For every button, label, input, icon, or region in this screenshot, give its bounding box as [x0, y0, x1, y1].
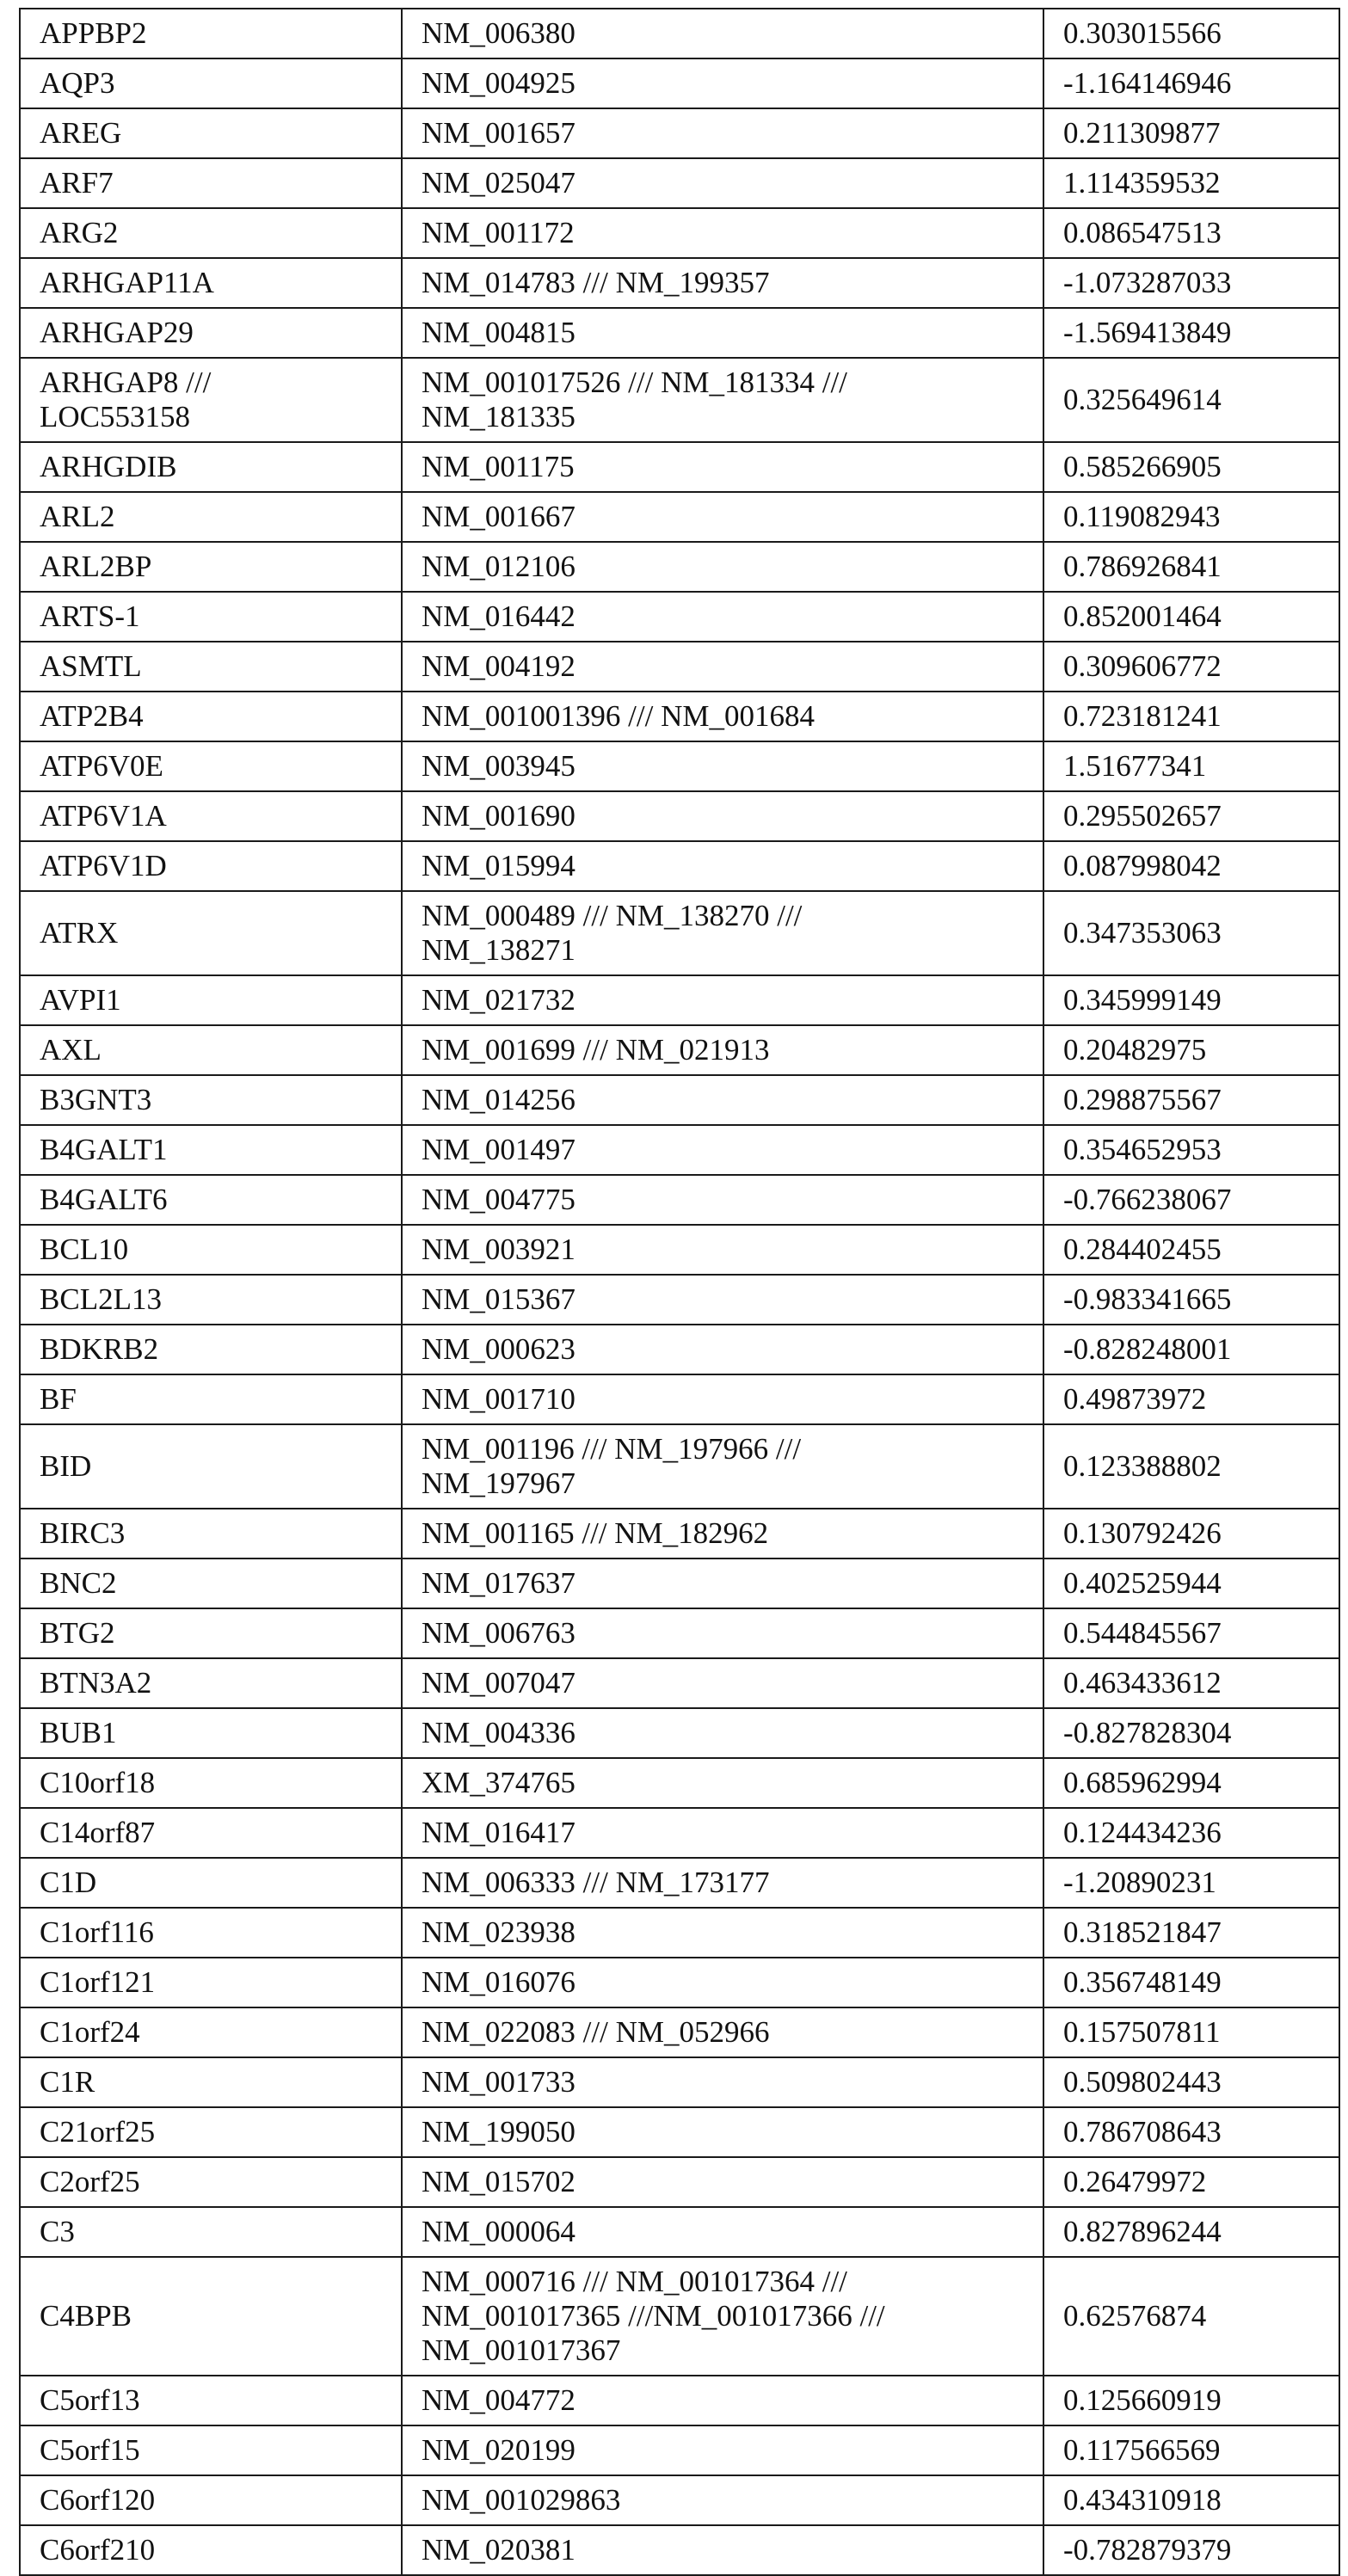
table-row [20, 442, 1339, 492]
value-cell: 0.434310918 [1043, 2475, 1339, 2525]
value-cell: 0.124434236 [1043, 1808, 1339, 1858]
gene-symbol-cell: ARHGAP29 [20, 308, 402, 358]
value-cell: 0.20482975 [1043, 1025, 1339, 1075]
value-cell: -0.827828304 [1043, 1708, 1339, 1758]
gene-symbol-cell: ASMTL [20, 642, 402, 692]
table-row [20, 1808, 1339, 1858]
table-row [20, 1958, 1339, 2007]
value-cell: -0.766238067 [1043, 1175, 1339, 1225]
gene-symbol-cell: C21orf25 [20, 2107, 402, 2157]
value-cell: -1.569413849 [1043, 308, 1339, 358]
accession-cell: NM_001690 [402, 791, 1043, 841]
value-cell: 0.509802443 [1043, 2057, 1339, 2107]
accession-cell: NM_001001396 /// NM_001684 [402, 692, 1043, 741]
accession-cell: XM_374765 [402, 1758, 1043, 1808]
value-cell: 0.087998042 [1043, 841, 1339, 891]
accession-cell: NM_014783 /// NM_199357 [402, 258, 1043, 308]
value-cell: 0.318521847 [1043, 1908, 1339, 1958]
table-row [20, 692, 1339, 741]
value-cell: -1.164146946 [1043, 58, 1339, 108]
accession-cell: NM_021732 [402, 975, 1043, 1025]
gene-symbol-cell: AXL [20, 1025, 402, 1075]
table-row [20, 2525, 1339, 2575]
table-row [20, 2376, 1339, 2425]
accession-cell: NM_000716 /// NM_001017364 /// NM_001017365 ///NM_001017366 /// NM_001017367 [402, 2257, 1043, 2376]
value-cell: 0.157507811 [1043, 2007, 1339, 2057]
table-row [20, 1658, 1339, 1708]
value-cell: 1.114359532 [1043, 158, 1339, 208]
table-row [20, 891, 1339, 975]
table-row [20, 9, 1339, 58]
gene-symbol-cell: B4GALT6 [20, 1175, 402, 1225]
table-row [20, 158, 1339, 208]
table-row [20, 1708, 1339, 1758]
value-cell: -0.983341665 [1043, 1275, 1339, 1325]
value-cell: 0.295502657 [1043, 791, 1339, 841]
gene-symbol-cell: C1R [20, 2057, 402, 2107]
gene-symbol-cell: BDKRB2 [20, 1325, 402, 1374]
gene-symbol-cell: APPBP2 [20, 9, 402, 58]
gene-symbol-cell: ARL2BP [20, 542, 402, 592]
gene-symbol-cell: BID [20, 1424, 402, 1509]
accession-cell: NM_004775 [402, 1175, 1043, 1225]
accession-cell: NM_000489 /// NM_138270 /// NM_138271 [402, 891, 1043, 975]
gene-symbol-cell: C6orf120 [20, 2475, 402, 2525]
table-row [20, 1559, 1339, 1608]
table-row [20, 308, 1339, 358]
gene-symbol-cell: C1orf24 [20, 2007, 402, 2057]
accession-cell: NM_006380 [402, 9, 1043, 58]
value-cell: 0.786926841 [1043, 542, 1339, 592]
value-cell: 1.51677341 [1043, 741, 1339, 791]
gene-symbol-cell: BTG2 [20, 1608, 402, 1658]
accession-cell: NM_004192 [402, 642, 1043, 692]
table-row [20, 1608, 1339, 1658]
value-cell: -1.20890231 [1043, 1858, 1339, 1908]
accession-cell: NM_001667 [402, 492, 1043, 542]
accession-cell: NM_020199 [402, 2425, 1043, 2475]
table-row [20, 1908, 1339, 1958]
gene-symbol-cell: ARHGDIB [20, 442, 402, 492]
gene-symbol-cell: C2orf25 [20, 2157, 402, 2207]
table-row [20, 2257, 1339, 2376]
gene-symbol-cell: ARL2 [20, 492, 402, 542]
table-row [20, 975, 1339, 1025]
accession-cell: NM_006763 [402, 1608, 1043, 1658]
accession-cell: NM_000064 [402, 2207, 1043, 2257]
accession-cell: NM_199050 [402, 2107, 1043, 2157]
table-row [20, 1175, 1339, 1225]
table-row [20, 358, 1339, 442]
accession-cell: NM_022083 /// NM_052966 [402, 2007, 1043, 2057]
accession-cell: NM_001175 [402, 442, 1043, 492]
accession-cell: NM_003921 [402, 1225, 1043, 1275]
table-row [20, 258, 1339, 308]
gene-symbol-cell: BIRC3 [20, 1509, 402, 1559]
accession-cell: NM_016076 [402, 1958, 1043, 2007]
gene-symbol-cell: C5orf15 [20, 2425, 402, 2475]
gene-symbol-cell: C10orf18 [20, 1758, 402, 1808]
gene-symbol-cell: BCL2L13 [20, 1275, 402, 1325]
gene-symbol-cell: ATP6V1D [20, 841, 402, 891]
accession-cell: NM_001497 [402, 1125, 1043, 1175]
table-row [20, 1858, 1339, 1908]
table-row [20, 1275, 1339, 1325]
value-cell: -0.828248001 [1043, 1325, 1339, 1374]
accession-cell: NM_012106 [402, 542, 1043, 592]
value-cell: 0.309606772 [1043, 642, 1339, 692]
value-cell: 0.303015566 [1043, 9, 1339, 58]
gene-symbol-cell: B3GNT3 [20, 1075, 402, 1125]
value-cell: 0.62576874 [1043, 2257, 1339, 2376]
gene-symbol-cell: AVPI1 [20, 975, 402, 1025]
accession-cell: NM_015367 [402, 1275, 1043, 1325]
gene-symbol-cell: C6orf210 [20, 2525, 402, 2575]
accession-cell: NM_001733 [402, 2057, 1043, 2107]
table-row [20, 2425, 1339, 2475]
table-row [20, 2107, 1339, 2157]
table-row [20, 1424, 1339, 1509]
value-cell: 0.117566569 [1043, 2425, 1339, 2475]
value-cell: 0.685962994 [1043, 1758, 1339, 1808]
table-row [20, 2057, 1339, 2107]
value-cell: 0.211309877 [1043, 108, 1339, 158]
table-body [20, 9, 1339, 2575]
gene-symbol-cell: C1orf121 [20, 1958, 402, 2007]
accession-cell: NM_017637 [402, 1559, 1043, 1608]
gene-expression-table [19, 8, 1340, 2576]
table-row [20, 492, 1339, 542]
value-cell: 0.49873972 [1043, 1374, 1339, 1424]
gene-symbol-cell: ATP2B4 [20, 692, 402, 741]
gene-symbol-cell: B4GALT1 [20, 1125, 402, 1175]
value-cell: 0.125660919 [1043, 2376, 1339, 2425]
value-cell: 0.086547513 [1043, 208, 1339, 258]
table-row [20, 1075, 1339, 1125]
gene-symbol-cell: ARHGAP11A [20, 258, 402, 308]
table-row [20, 592, 1339, 642]
accession-cell: NM_007047 [402, 1658, 1043, 1708]
gene-symbol-cell: C4BPB [20, 2257, 402, 2376]
accession-cell: NM_025047 [402, 158, 1043, 208]
value-cell: 0.298875567 [1043, 1075, 1339, 1125]
accession-cell: NM_000623 [402, 1325, 1043, 1374]
value-cell: 0.345999149 [1043, 975, 1339, 1025]
table-row [20, 542, 1339, 592]
table-row [20, 1025, 1339, 1075]
table-row [20, 642, 1339, 692]
value-cell: 0.123388802 [1043, 1424, 1339, 1509]
value-cell: 0.130792426 [1043, 1509, 1339, 1559]
value-cell: 0.119082943 [1043, 492, 1339, 542]
gene-symbol-cell: ARHGAP8 /// LOC553158 [20, 358, 402, 442]
accession-cell: NM_001196 /// NM_197966 /// NM_197967 [402, 1424, 1043, 1509]
accession-cell: NM_003945 [402, 741, 1043, 791]
gene-symbol-cell: C14orf87 [20, 1808, 402, 1858]
value-cell: 0.402525944 [1043, 1559, 1339, 1608]
gene-symbol-cell: C3 [20, 2207, 402, 2257]
value-cell: 0.356748149 [1043, 1958, 1339, 2007]
gene-symbol-cell: ATRX [20, 891, 402, 975]
gene-symbol-cell: ATP6V0E [20, 741, 402, 791]
gene-symbol-cell: BUB1 [20, 1708, 402, 1758]
value-cell: 0.723181241 [1043, 692, 1339, 741]
value-cell: -0.782879379 [1043, 2525, 1339, 2575]
table-row [20, 1509, 1339, 1559]
value-cell: 0.354652953 [1043, 1125, 1339, 1175]
value-cell: 0.26479972 [1043, 2157, 1339, 2207]
table-row [20, 841, 1339, 891]
table-row [20, 1758, 1339, 1808]
gene-symbol-cell: ATP6V1A [20, 791, 402, 841]
accession-cell: NM_001699 /// NM_021913 [402, 1025, 1043, 1075]
table-row [20, 108, 1339, 158]
value-cell: 0.544845567 [1043, 1608, 1339, 1658]
gene-symbol-cell: BCL10 [20, 1225, 402, 1275]
value-cell: 0.827896244 [1043, 2207, 1339, 2257]
accession-cell: NM_004925 [402, 58, 1043, 108]
gene-symbol-cell: C1D [20, 1858, 402, 1908]
gene-symbol-cell: BTN3A2 [20, 1658, 402, 1708]
accession-cell: NM_001165 /// NM_182962 [402, 1509, 1043, 1559]
table-row [20, 2007, 1339, 2057]
gene-symbol-cell: BF [20, 1374, 402, 1424]
gene-symbol-cell: ARG2 [20, 208, 402, 258]
accession-cell: NM_004815 [402, 308, 1043, 358]
accession-cell: NM_004336 [402, 1708, 1043, 1758]
value-cell: 0.852001464 [1043, 592, 1339, 642]
accession-cell: NM_020381 [402, 2525, 1043, 2575]
gene-symbol-cell: AREG [20, 108, 402, 158]
gene-symbol-cell: ARTS-1 [20, 592, 402, 642]
table-row [20, 2207, 1339, 2257]
value-cell: 0.786708643 [1043, 2107, 1339, 2157]
value-cell: -1.073287033 [1043, 258, 1339, 308]
gene-symbol-cell: AQP3 [20, 58, 402, 108]
value-cell: 0.347353063 [1043, 891, 1339, 975]
accession-cell: NM_001017526 /// NM_181334 /// NM_181335 [402, 358, 1043, 442]
value-cell: 0.585266905 [1043, 442, 1339, 492]
accession-cell: NM_001657 [402, 108, 1043, 158]
accession-cell: NM_014256 [402, 1075, 1043, 1125]
table-row [20, 2157, 1339, 2207]
accession-cell: NM_016417 [402, 1808, 1043, 1858]
gene-symbol-cell: C1orf116 [20, 1908, 402, 1958]
table-row [20, 1374, 1339, 1424]
accession-cell: NM_004772 [402, 2376, 1043, 2425]
accession-cell: NM_006333 /// NM_173177 [402, 1858, 1043, 1908]
accession-cell: NM_023938 [402, 1908, 1043, 1958]
table-row [20, 1125, 1339, 1175]
accession-cell: NM_015702 [402, 2157, 1043, 2207]
value-cell: 0.463433612 [1043, 1658, 1339, 1708]
gene-symbol-cell: BNC2 [20, 1559, 402, 1608]
value-cell: 0.284402455 [1043, 1225, 1339, 1275]
accession-cell: NM_015994 [402, 841, 1043, 891]
table-row [20, 2475, 1339, 2525]
table-row [20, 58, 1339, 108]
gene-symbol-cell: C5orf13 [20, 2376, 402, 2425]
value-cell: 0.325649614 [1043, 358, 1339, 442]
table-row [20, 208, 1339, 258]
table-row [20, 1225, 1339, 1275]
accession-cell: NM_016442 [402, 592, 1043, 642]
gene-symbol-cell: ARF7 [20, 158, 402, 208]
accession-cell: NM_001172 [402, 208, 1043, 258]
accession-cell: NM_001710 [402, 1374, 1043, 1424]
accession-cell: NM_001029863 [402, 2475, 1043, 2525]
table-row [20, 1325, 1339, 1374]
table-row [20, 741, 1339, 791]
table-row [20, 791, 1339, 841]
